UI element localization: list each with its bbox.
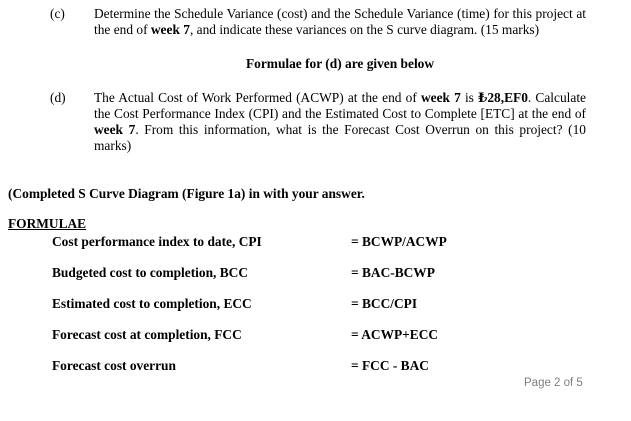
- formula-label-cpi: Cost performance index to date, CPI: [52, 234, 262, 249]
- question-d-text-part-2: is: [460, 90, 479, 105]
- question-d-text-part-4: . From this information, what is the Forecast Cost Overrun on this project? (10 marks): [94, 122, 586, 153]
- question-c-text-part-2: , and indicate these variances on the S curve diagram. (15 marks): [189, 22, 540, 37]
- formula-value-cpi: = BCWP/ACWP: [351, 234, 447, 249]
- formula-value-ecc: = BCC/CPI: [351, 296, 418, 311]
- question-d-week-1: week 7: [420, 90, 461, 105]
- question-c-text-part-1: Determine the Schedule Variance (cost) and the Schedule Variance (time) for this project at the end of: [94, 6, 586, 37]
- question-c-week: week 7: [150, 22, 190, 37]
- formulae-note: Formulae for (d) are given below: [245, 56, 435, 71]
- question-d-text-part-1: The Actual Cost of Work Performed (ACWP) at the end of: [94, 90, 421, 105]
- question-d-amount: ₺28,EF0: [478, 90, 528, 105]
- question-d-week-2: week 7: [94, 122, 136, 137]
- page-number: Page 2 of 5: [524, 377, 583, 389]
- formula-value-fcc: = ACWP+ECC: [351, 327, 439, 342]
- question-d-text: [94, 90, 586, 154]
- formula-value-overrun: = FCC - BAC: [351, 358, 429, 373]
- s-curve-note: (Completed S Curve Diagram (Figure 1a) in with your answer.: [8, 186, 365, 201]
- question-c-text: [94, 6, 586, 38]
- formulae-heading: FORMULAE: [8, 216, 87, 231]
- formula-value-bcc: = BAC-BCWP: [351, 265, 435, 280]
- formula-label-ecc: Estimated cost to completion, ECC: [52, 296, 252, 311]
- formula-label-overrun: Forecast cost overrun: [52, 358, 176, 373]
- formula-label-bcc: Budgeted cost to completion, BCC: [52, 265, 249, 280]
- question-c-label: (c): [50, 6, 65, 21]
- question-d-label: (d): [50, 90, 66, 105]
- formula-label-fcc: Forecast cost at completion, FCC: [52, 327, 242, 342]
- question-d-text-part-3: . Calculate the Cost Performance Index (CPI) and the Estimated Cost to Complete [ETC] at the end of: [94, 90, 586, 121]
